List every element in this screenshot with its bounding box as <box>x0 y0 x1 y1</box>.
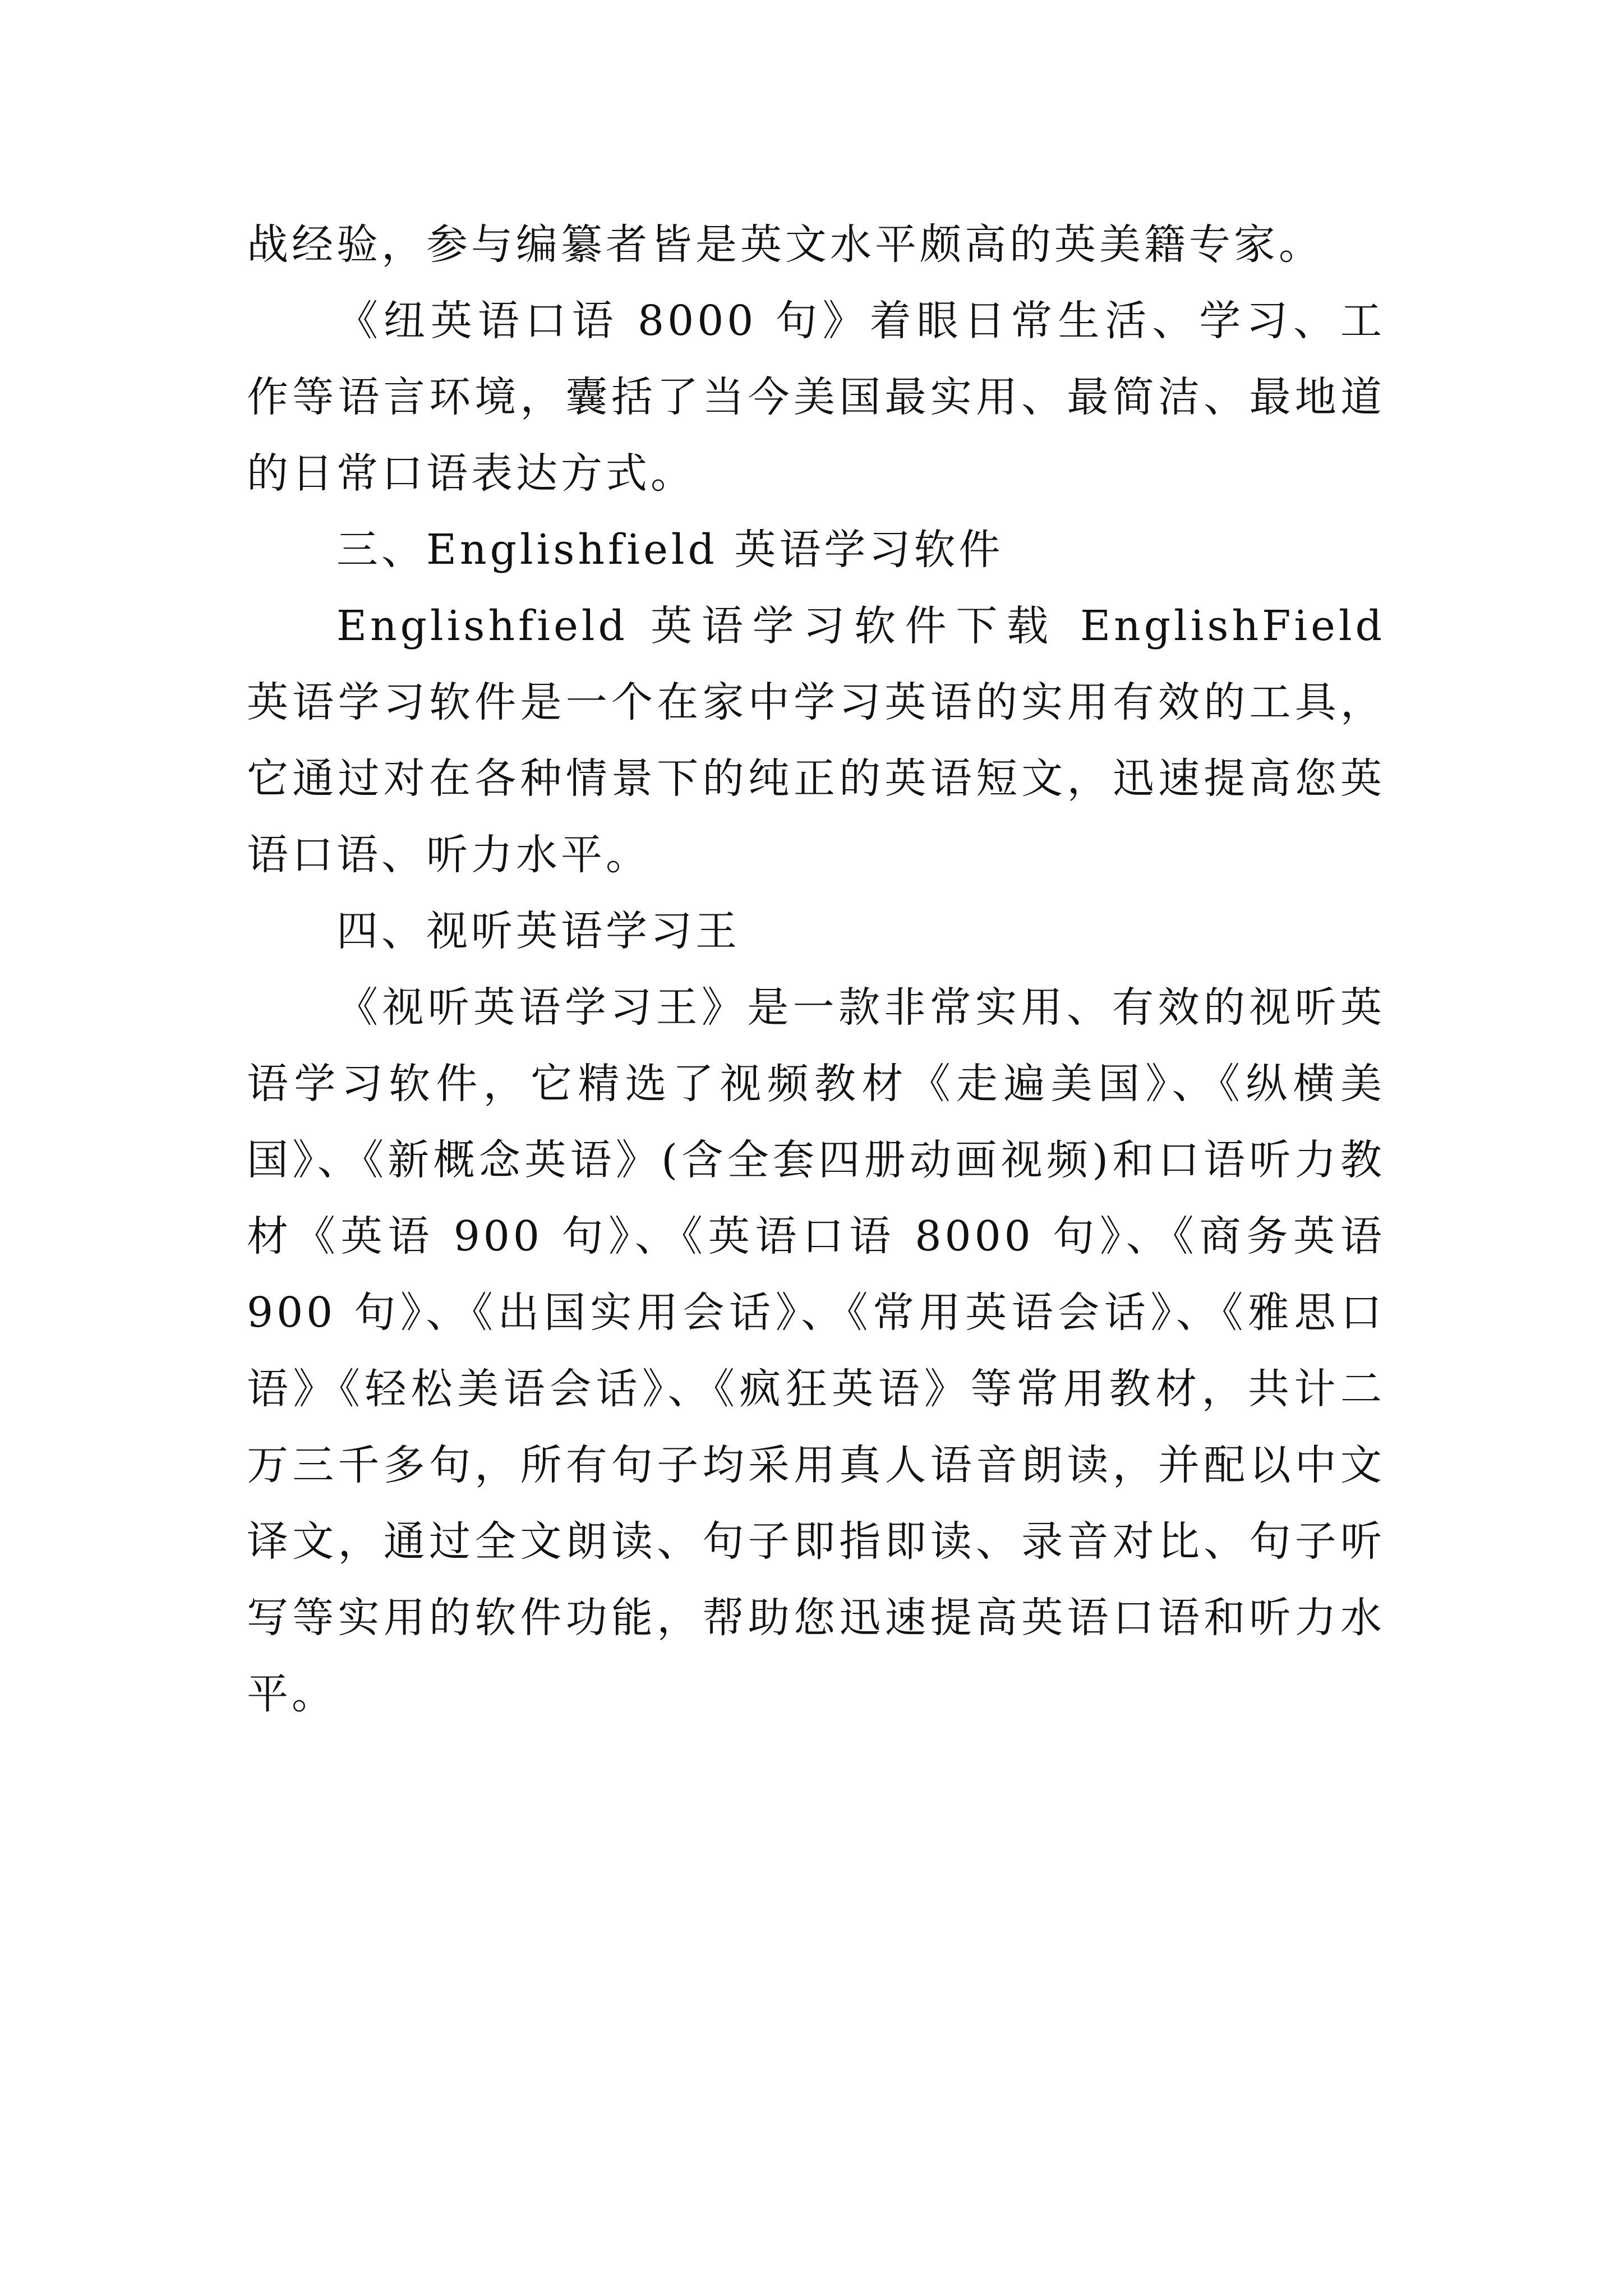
paragraph-englishfield-description: Englishfield 英语学习软件下载 EnglishField 英语学习软件是一个在家中学习英语的实用有效的工具，它通过对在各种情景下的纯正的英语短文，迅速提高您英语口语、听力水平。 <box>247 602 1385 879</box>
document-body <box>247 206 1385 1732</box>
paragraph-audiovisual-description: 《视听英语学习王》是一款非常实用、有效的视听英语学习软件，它精选了视频教材《走遍美国》、《纵横美国》、《新概念英语》(含全套四册动画视频)和口语听力教材《英语 900 句》、《英语口语 8000 句》、《商务英语 900 句》、《出国实用会话》、《常用英语会话》、《雅思口语》《轻松美语会话》、《疯狂英语》等常用教材，共计二万三千多句，所有句子均采用真人语音朗读，并配以中文译文，通过全文朗读、句子即指即读、录音对比、句子听写等实用的软件功能，帮助您迅速提高英语口语和听力水平。 <box>247 983 1385 1718</box>
paragraph-continuation: 战经验，参与编纂者皆是英文水平颇高的英美籍专家。 <box>247 220 1324 269</box>
paragraph-phrasebook-description: 《纽英语口语 8000 句》着眼日常生活、学习、工作等语言环境，囊括了当今美国最实用、最简洁、最地道的日常口语表达方式。 <box>247 297 1385 498</box>
section-heading-audiovisual-english: 四、视听英语学习王 <box>336 907 740 955</box>
section-heading-englishfield: 三、Englishfield 英语学习软件 <box>336 526 1004 574</box>
